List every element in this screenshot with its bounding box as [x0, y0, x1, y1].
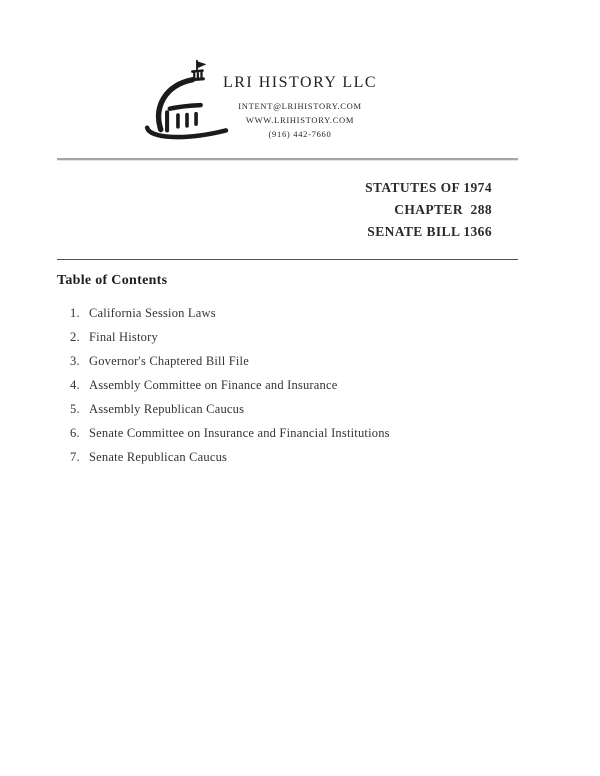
divider-top — [57, 158, 518, 160]
divider-bottom — [57, 259, 518, 260]
statute-reference-block — [365, 177, 492, 243]
toc-list — [0, 301, 600, 469]
toc-item-label: Governor's Chaptered Bill File — [89, 354, 249, 368]
toc-item-label: Final History — [89, 330, 158, 344]
toc-item-label: Senate Committee on Insurance and Financial Institutions — [89, 426, 390, 440]
toc-item-number: 4. — [70, 378, 80, 392]
toc-item-2 — [0, 325, 600, 349]
senate-bill-line: SENATE BILL 1366 — [367, 224, 492, 239]
letterhead-phone: (916) 442-7660 — [268, 129, 332, 139]
letterhead-website: WWW.LRIHISTORY.COM — [245, 115, 355, 125]
company-name: LRI HISTORY LLC — [222, 74, 378, 91]
toc-item-number: 3. — [70, 354, 80, 368]
letterhead-email: INTENT@LRIHISTORY.COM — [238, 101, 362, 111]
toc-item-5 — [0, 397, 600, 421]
toc-item-label: Assembly Committee on Finance and Insurance — [89, 378, 338, 392]
toc-item-label: Assembly Republican Caucus — [89, 402, 245, 416]
toc-item-3 — [0, 349, 600, 373]
toc-item-number: 2. — [70, 330, 80, 344]
toc-title: Table of Contents — [57, 273, 168, 288]
toc-item-7 — [0, 445, 600, 469]
statutes-line: STATUTES OF 1974 — [365, 180, 492, 195]
toc-item-number: 5. — [70, 402, 80, 416]
toc-item-number: 1. — [70, 306, 80, 320]
toc-item-4 — [0, 373, 600, 397]
toc-item-6 — [0, 421, 600, 445]
letterhead-text — [175, 74, 425, 141]
toc-item-number: 6. — [70, 426, 80, 440]
toc-item-label: Senate Republican Caucus — [89, 450, 228, 464]
chapter-line: CHAPTER 288 — [394, 202, 492, 217]
toc-item-label: California Session Laws — [89, 306, 216, 320]
toc-item-number: 7. — [70, 450, 80, 464]
toc-item-1 — [0, 301, 600, 325]
